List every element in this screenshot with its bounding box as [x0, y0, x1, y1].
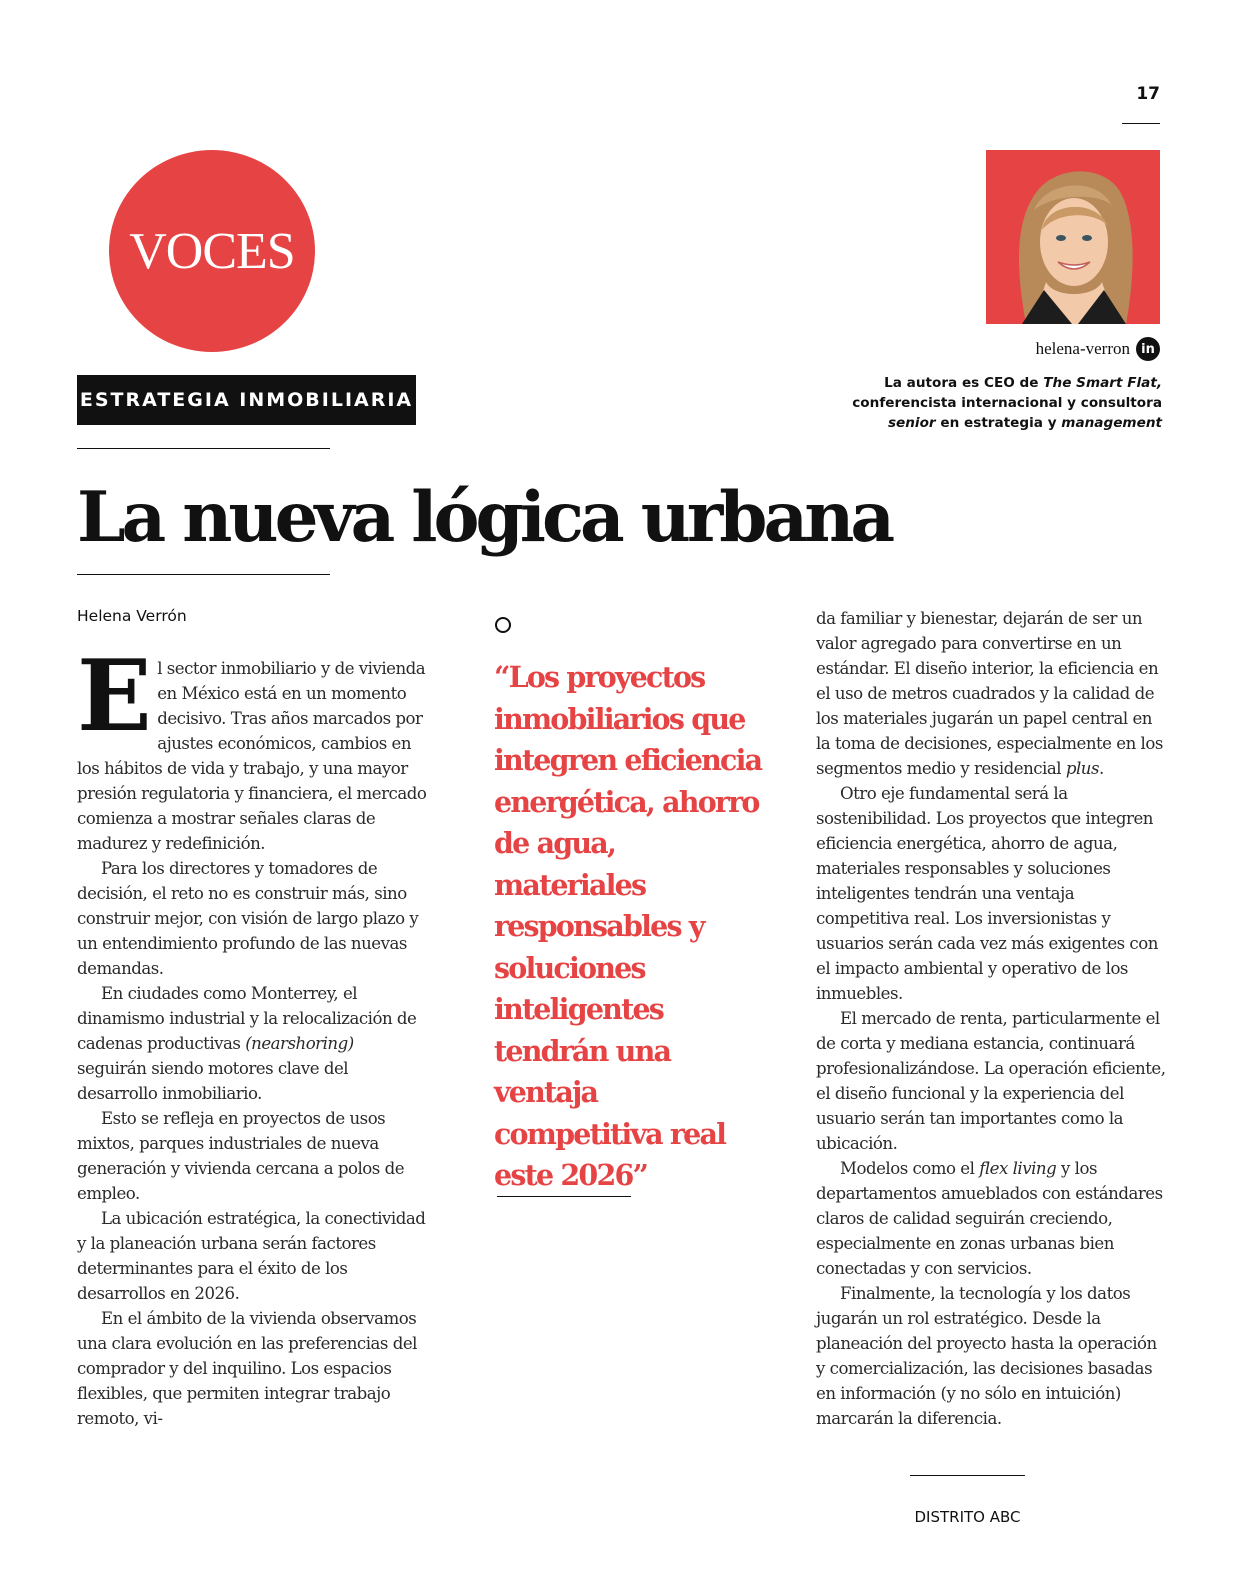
footer-rule [910, 1475, 1025, 1476]
paragraph-3-text-a: En ciudades como Monterrey, el dinamismo industrial y la relocalización de cadenas productivas [77, 984, 417, 1053]
author-portrait [986, 150, 1160, 324]
paragraph-10-italic: flex living [979, 1159, 1057, 1178]
section-badge-text: VOCES [129, 222, 295, 280]
linkedin-icon[interactable]: in [1136, 337, 1160, 361]
author-handle-row[interactable] [900, 336, 1160, 362]
paragraph-2: Para los directores y tomadores de decisión, el reto no es construir más, sino construir mejor, con visión de largo plazo y un entendimiento profundo de las nuevas demandas. [77, 859, 419, 978]
dropcap: E [77, 639, 152, 754]
headline-rule-top [77, 448, 330, 449]
paragraph-7-text-b: . [1098, 759, 1104, 778]
body-column-right [816, 606, 1166, 1431]
paragraph-3-italic: (nearshoring) [245, 1034, 354, 1053]
publication-footer: DISTRITO ABC [914, 1508, 1021, 1526]
bio-senior: senior [887, 415, 936, 431]
bio-text-1: La autora es CEO de [884, 375, 1044, 391]
bio-text-3: en estrategia y [935, 415, 1062, 431]
pullquote-ring-icon [495, 617, 511, 633]
author-handle[interactable]: helena-verron [1035, 339, 1130, 358]
paragraph-7 [816, 606, 1166, 781]
paragraph-6: En el ámbito de la vivienda observamos una clara evolución en las preferencias del comprador y del inquilino. Los espacios flexibles, que permiten integrar trabajo remoto, vi- [77, 1309, 417, 1428]
paragraph-8: Otro eje fundamental será la sostenibilidad. Los proyectos que integren eficiencia energética, ahorro de agua, materiales responsables y soluciones inteligentes tendrán una ventaja competitiva real. Los inversionistas y usuarios serán cada vez más exigentes con el impacto ambiental y operativo de los inmuebles. [816, 784, 1158, 1003]
bio-management: management [1061, 415, 1162, 431]
paragraph-1-text: l sector inmobiliario y de vivienda en México está en un momento decisivo. Tras años marcados por ajustes económicos, cambios en los hábitos de vida y trabajo, y una mayor presión regulatoria y financiera, el mercado comienza a mostrar señales claras de madurez y redefinición. [77, 659, 427, 853]
paragraph-7-italic: plus [1065, 759, 1099, 778]
paragraph-10-text-a: Modelos como el [840, 1159, 980, 1178]
body-column-left [77, 639, 427, 1431]
bio-text-2: conferencista internacional y consultora [852, 395, 1162, 411]
pullquote-rule [497, 1196, 631, 1197]
paragraph-1 [77, 639, 427, 856]
byline: Helena Verrón [77, 607, 187, 625]
paragraph-10 [816, 1156, 1166, 1281]
paragraph-5: La ubicación estratégica, la conectividad y la planeación urbana serán factores determinantes para el éxito de los desarrollos en 2026. [77, 1209, 426, 1303]
paragraph-3-text-b: seguirán siendo motores clave del desarrollo inmobiliario. [77, 1059, 349, 1103]
paragraph-11: Finalmente, la tecnología y los datos jugarán un rol estratégico. Desde la planeación del proyecto hasta la operación y comercialización, las decisiones basadas en información (y no sólo en intuición) marcarán la diferencia. [816, 1284, 1157, 1428]
author-portrait-illustration [986, 150, 1160, 324]
pullquote: “Los proyectos inmobiliarios que integren eficiencia energética, ahorro de agua, materiales responsables y soluciones inteligentes tendrán una ventaja competitiva real este 2026” [494, 660, 762, 1192]
headline-rule-bottom [77, 574, 330, 575]
page-number-rule [1122, 123, 1160, 124]
paragraph-4: Esto se refleja en proyectos de usos mixtos, parques industriales de nueva generación y vivienda cercana a polos de empleo. [77, 1109, 405, 1203]
paragraph-9: El mercado de renta, particularmente el de corta y mediana estancia, continuará profesionalizándose. La operación eficiente, el diseño funcional y la experiencia del usuario serán tan importantes como la ubicación. [816, 1009, 1166, 1153]
section-tag: ESTRATEGIA INMOBILIARIA [77, 375, 416, 425]
bio-company: The Smart Flat, [1043, 375, 1162, 391]
paragraph-3 [77, 981, 427, 1106]
section-badge [109, 150, 315, 352]
paragraph-10-text-b: y los departamentos amueblados con estándares claros de calidad seguirán creciendo, especialmente en zonas urbanas bien conectadas y con servicios. [816, 1159, 1163, 1278]
paragraph-7-text-a: da familiar y bienestar, dejarán de ser un valor agregado para convertirse en un estándar. El diseño interior, la eficiencia en el uso de metros cuadrados y la calidad de los materiales jugarán un papel central en la toma de decisiones, especialmente en los segmentos medio y residencial [816, 609, 1163, 778]
author-bio [780, 373, 1162, 433]
headline: La nueva lógica urbana [77, 477, 892, 558]
page-number: 17 [1136, 84, 1160, 104]
